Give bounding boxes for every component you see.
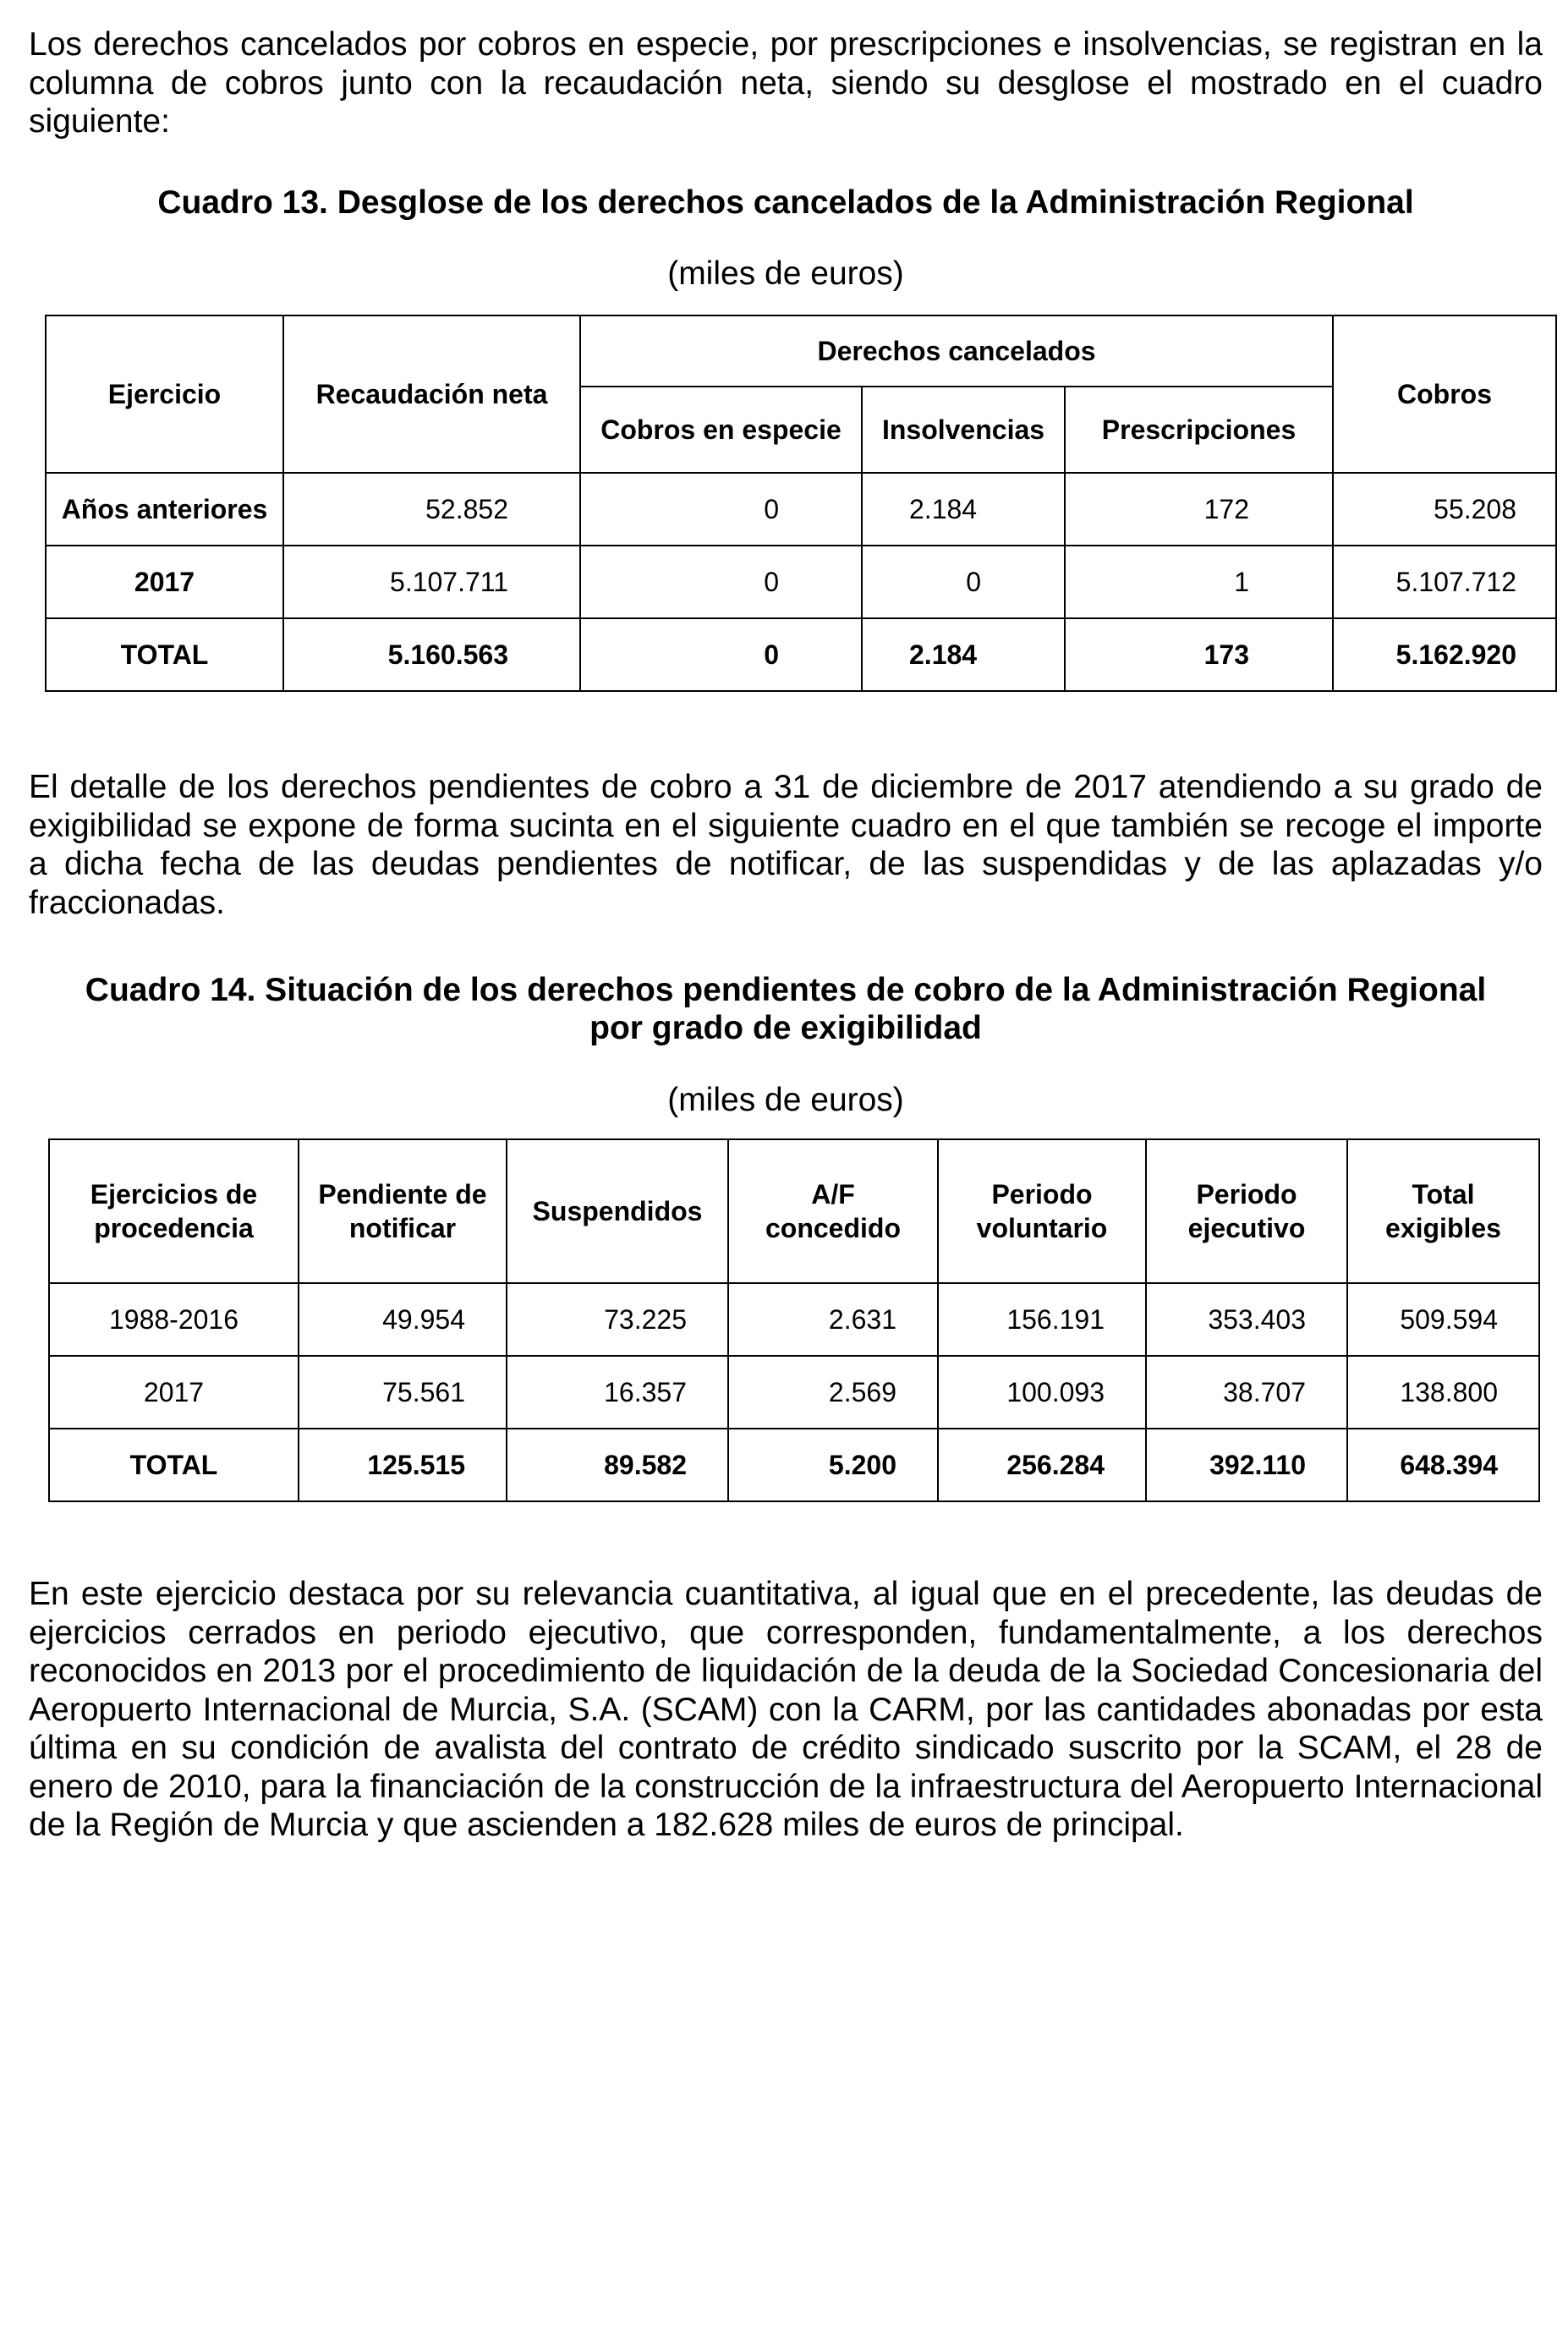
cell-af: 2.631 [728,1283,938,1356]
cell-cobros: 55.208 [1333,473,1556,546]
header-pendiente-notificar: Pendiente de notificar [299,1139,507,1283]
cell-total: 648.394 [1347,1429,1539,1501]
table14-caption-line2: por grado de exigibilidad [589,1010,982,1046]
cell-prescripciones: 1 [1065,546,1333,618]
header-insolvencias: Insolvencias [862,387,1065,473]
row-label: 2017 [49,1356,299,1429]
row-label: 2017 [46,546,283,618]
header-cobros: Cobros [1333,315,1556,473]
table13-units: (miles de euros) [667,255,904,292]
intro-paragraph: Los derechos cancelados por cobros en especie, por prescripciones e insolvencias, se registran en la columna de cobros junto con la recaudación neta, siendo su desglose el mostrado en el cuadro siguiente: [29,26,1543,140]
cell-suspendidos: 89.582 [507,1429,728,1501]
cell-insolvencias: 0 [862,546,1065,618]
cell-especie: 0 [580,618,862,691]
cell-pendiente: 49.954 [299,1283,507,1356]
row-label: TOTAL [49,1429,299,1501]
table13-row [46,546,1556,618]
cell-especie: 0 [580,473,862,546]
table14-caption [29,971,1543,1047]
cell-ejecutivo: 392.110 [1146,1429,1347,1501]
row-label: Años anteriores [46,473,283,546]
table13-caption: Cuadro 13. Desglose de los derechos cancelados de la Administración Regional [157,184,1414,221]
cell-af: 5.200 [728,1429,938,1501]
header-af-concedido: A/F concedido [728,1139,938,1283]
cell-ejecutivo: 38.707 [1146,1356,1347,1429]
header-recaudacion-neta: Recaudación neta [283,315,580,473]
cell-suspendidos: 73.225 [507,1283,728,1356]
header-periodo-ejecutivo: Periodo ejecutivo [1146,1139,1347,1283]
cell-voluntario: 100.093 [938,1356,1146,1429]
cell-ejecutivo: 353.403 [1146,1283,1347,1356]
table13-row [46,473,1556,546]
header-ejercicio: Ejercicio [46,315,283,473]
cell-insolvencias: 2.184 [862,473,1065,546]
cell-recaudacion: 52.852 [283,473,580,546]
table14-row [49,1283,1539,1356]
table14-row [49,1356,1539,1429]
cell-prescripciones: 172 [1065,473,1333,546]
cell-pendiente: 125.515 [299,1429,507,1501]
final-paragraph: En este ejercicio destaca por su relevancia cuantitativa, al igual que en el precedente, las deudas de ejercicios cerrados en periodo ejecutivo, que corresponden, fundamentalmente, a los derechos reconocidos en 2013 por el procedimiento de liquidación de la deuda de la Sociedad Concesionaria del Aeropuerto Internacional de Murcia, S.A. (SCAM) con la CARM, por las cantidades abonadas por esta última en su condición de avalista del contrato de crédito sindicado suscrito por la SCAM, el 28 de enero de 2010, para la financiación de la construcción de la infraestructura del Aeropuerto Internacional de la Región de Murcia y que ascienden a 182.628 miles de euros de principal. [29,1576,1543,1843]
table13 [45,315,1557,692]
header-cobros-en-especie: Cobros en especie [580,387,862,473]
cell-voluntario: 256.284 [938,1429,1146,1501]
row-label: TOTAL [46,618,283,691]
header-total-exigibles: Total exigibles [1347,1139,1539,1283]
row-label: 1988-2016 [49,1283,299,1356]
cell-insolvencias: 2.184 [862,618,1065,691]
header-ejercicios-procedencia: Ejercicios de procedencia [49,1139,299,1283]
table14-caption-line1: Cuadro 14. Situación de los derechos pendientes de cobro de la Administración Regional [85,972,1487,1008]
cell-total: 509.594 [1347,1283,1539,1356]
header-suspendidos: Suspendidos [507,1139,728,1283]
cell-prescripciones: 173 [1065,618,1333,691]
header-periodo-voluntario: Periodo voluntario [938,1139,1146,1283]
cell-recaudacion: 5.160.563 [283,618,580,691]
table14-units: (miles de euros) [667,1082,904,1118]
table13-total-row [46,618,1556,691]
header-derechos-cancelados: Derechos cancelados [580,315,1333,387]
table14 [48,1138,1540,1502]
cell-cobros: 5.162.920 [1333,618,1556,691]
cell-cobros: 5.107.712 [1333,546,1556,618]
cell-pendiente: 75.561 [299,1356,507,1429]
cell-recaudacion: 5.107.711 [283,546,580,618]
cell-voluntario: 156.191 [938,1283,1146,1356]
middle-paragraph: El detalle de los derechos pendientes de cobro a 31 de diciembre de 2017 atendiendo a su grado de exigibilidad se expone de forma sucinta en el siguiente cuadro en el que también se recoge el importe a dicha fecha de las deudas pendientes de notificar, de las suspendidas y de las aplazadas y/o fraccionadas. [29,769,1543,921]
cell-suspendidos: 16.357 [507,1356,728,1429]
cell-total: 138.800 [1347,1356,1539,1429]
cell-especie: 0 [580,546,862,618]
table14-total-row [49,1429,1539,1501]
cell-af: 2.569 [728,1356,938,1429]
header-prescripciones: Prescripciones [1065,387,1333,473]
